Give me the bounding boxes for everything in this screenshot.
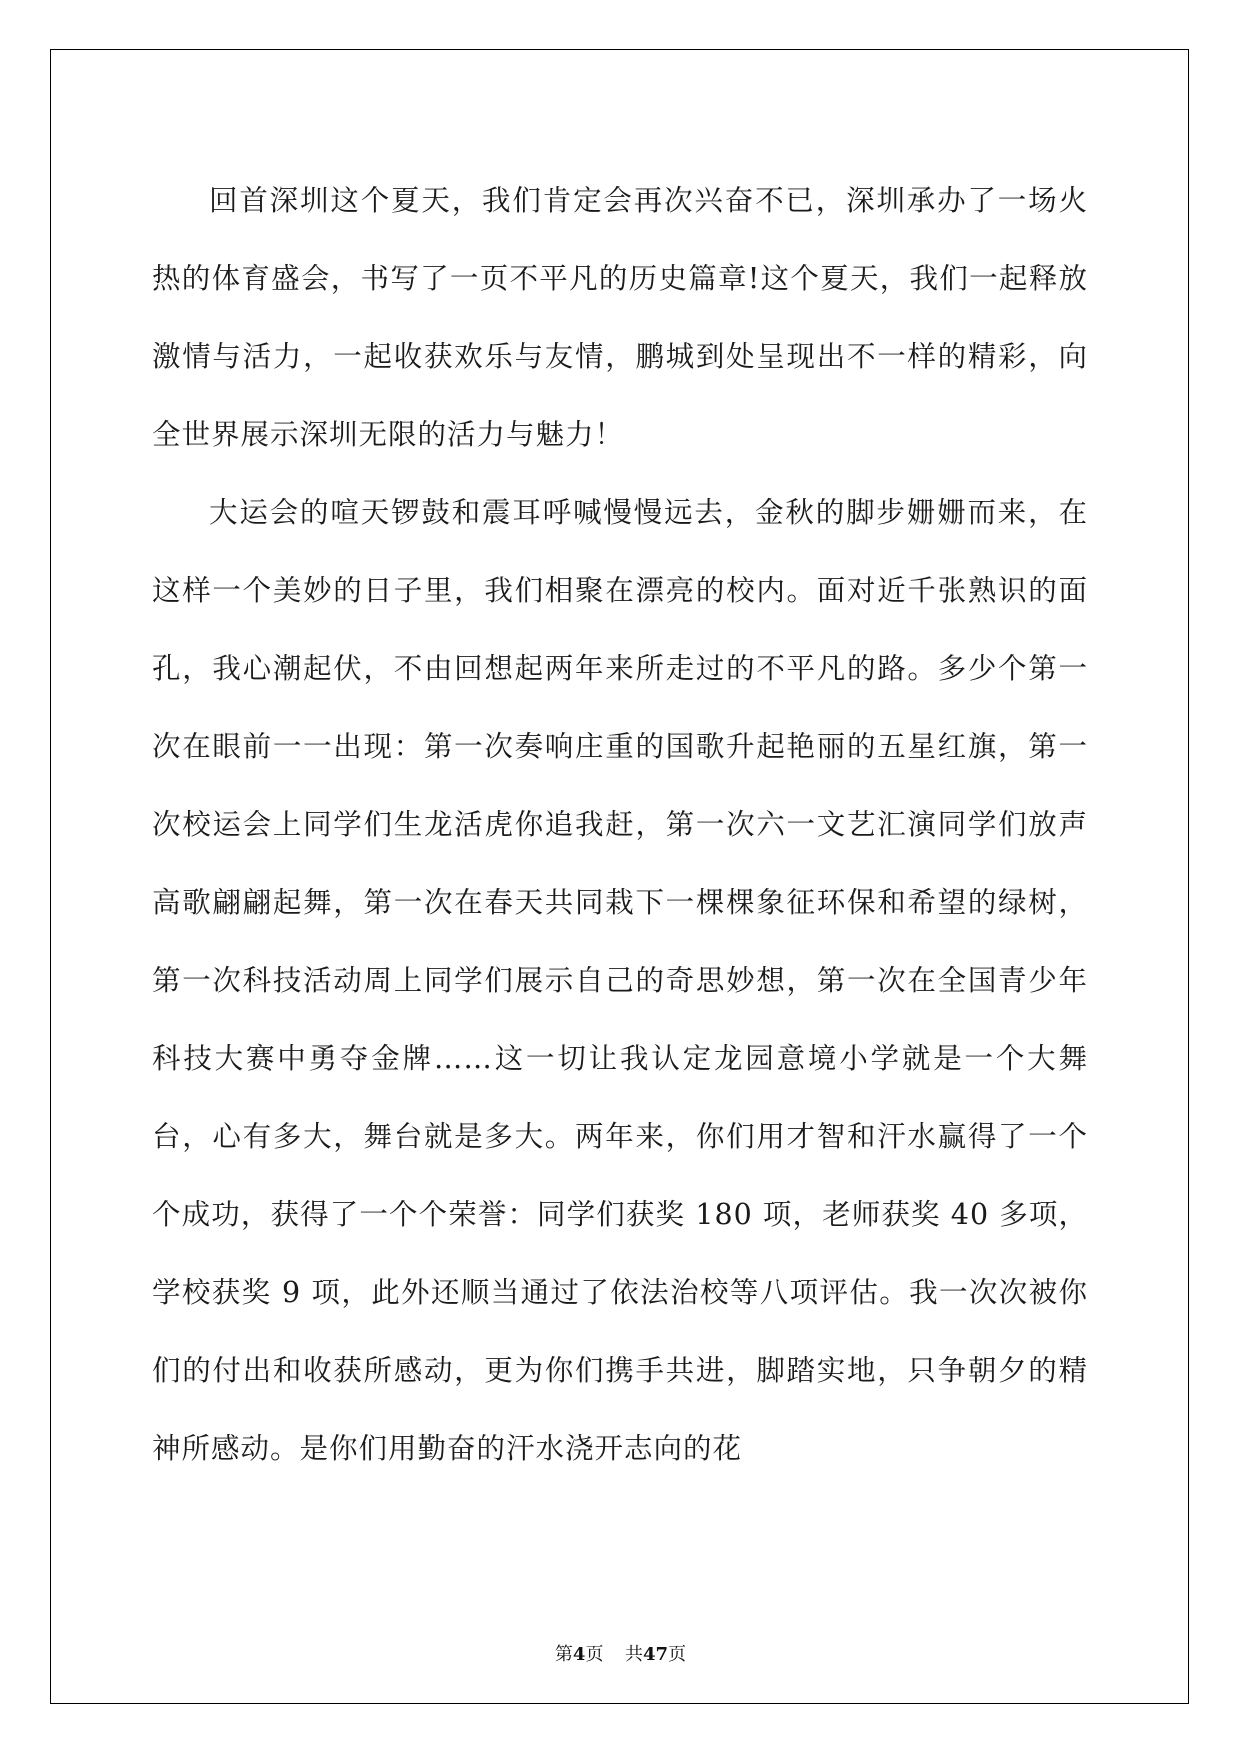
page-prefix: 第 bbox=[554, 1644, 573, 1665]
paragraph-2: 大运会的喧天锣鼓和震耳呼喊慢慢远去，金秋的脚步姗姗而来，在这样一个美妙的日子里，我们相聚在漂亮的校内。面对近千张熟识的面孔，我心潮起伏，不由回想起两年来所走过的不平凡的路。多少个第一次在眼前一一出现：第一次奏响庄重的国歌升起艳丽的五星红旗，第一次校运会上同学们生龙活虎你追我赶，第一次六一文艺汇演同学们放声高歌翩翩起舞，第一次在春天共同栽下一棵棵象征环保和希望的绿树，第一次科技活动周上同学们展示自己的奇思妙想，第一次在全国青少年科技大赛中勇夺金牌……这一切让我认定龙园意境小学就是一个大舞台，心有多大，舞台就是多大。两年来，你们用才智和汗水赢得了一个个成功，获得了一个个荣誉：同学们获奖 180 项，老师获奖 40 多项，学校获奖 9 项，此外还顺当通过了依法治校等八项评估。我一次次被你们的付出和收获所感动，更为你们携手共进，脚踏实地，只争朝夕的精神所感动。是你们用勤奋的汗水浇开志向的花 bbox=[152, 496, 1088, 1465]
page-suffix: 页 bbox=[585, 1644, 604, 1665]
total-pages: 47 bbox=[643, 1644, 669, 1665]
page-number: 4 bbox=[572, 1644, 586, 1665]
document-body bbox=[152, 162, 1088, 1488]
paragraph-1: 回首深圳这个夏天，我们肯定会再次兴奋不已，深圳承办了一场火热的体育盛会，书写了一页不平凡的历史篇章!这个夏天，我们一起释放激情与活力，一起收获欢乐与友情，鹏城到处呈现出不一样的精彩，向全世界展示深圳无限的活力与魅力！ bbox=[152, 184, 1088, 451]
page-footer bbox=[0, 1640, 1241, 1666]
total-suffix: 页 bbox=[668, 1644, 687, 1665]
total-prefix: 共 bbox=[625, 1644, 644, 1665]
